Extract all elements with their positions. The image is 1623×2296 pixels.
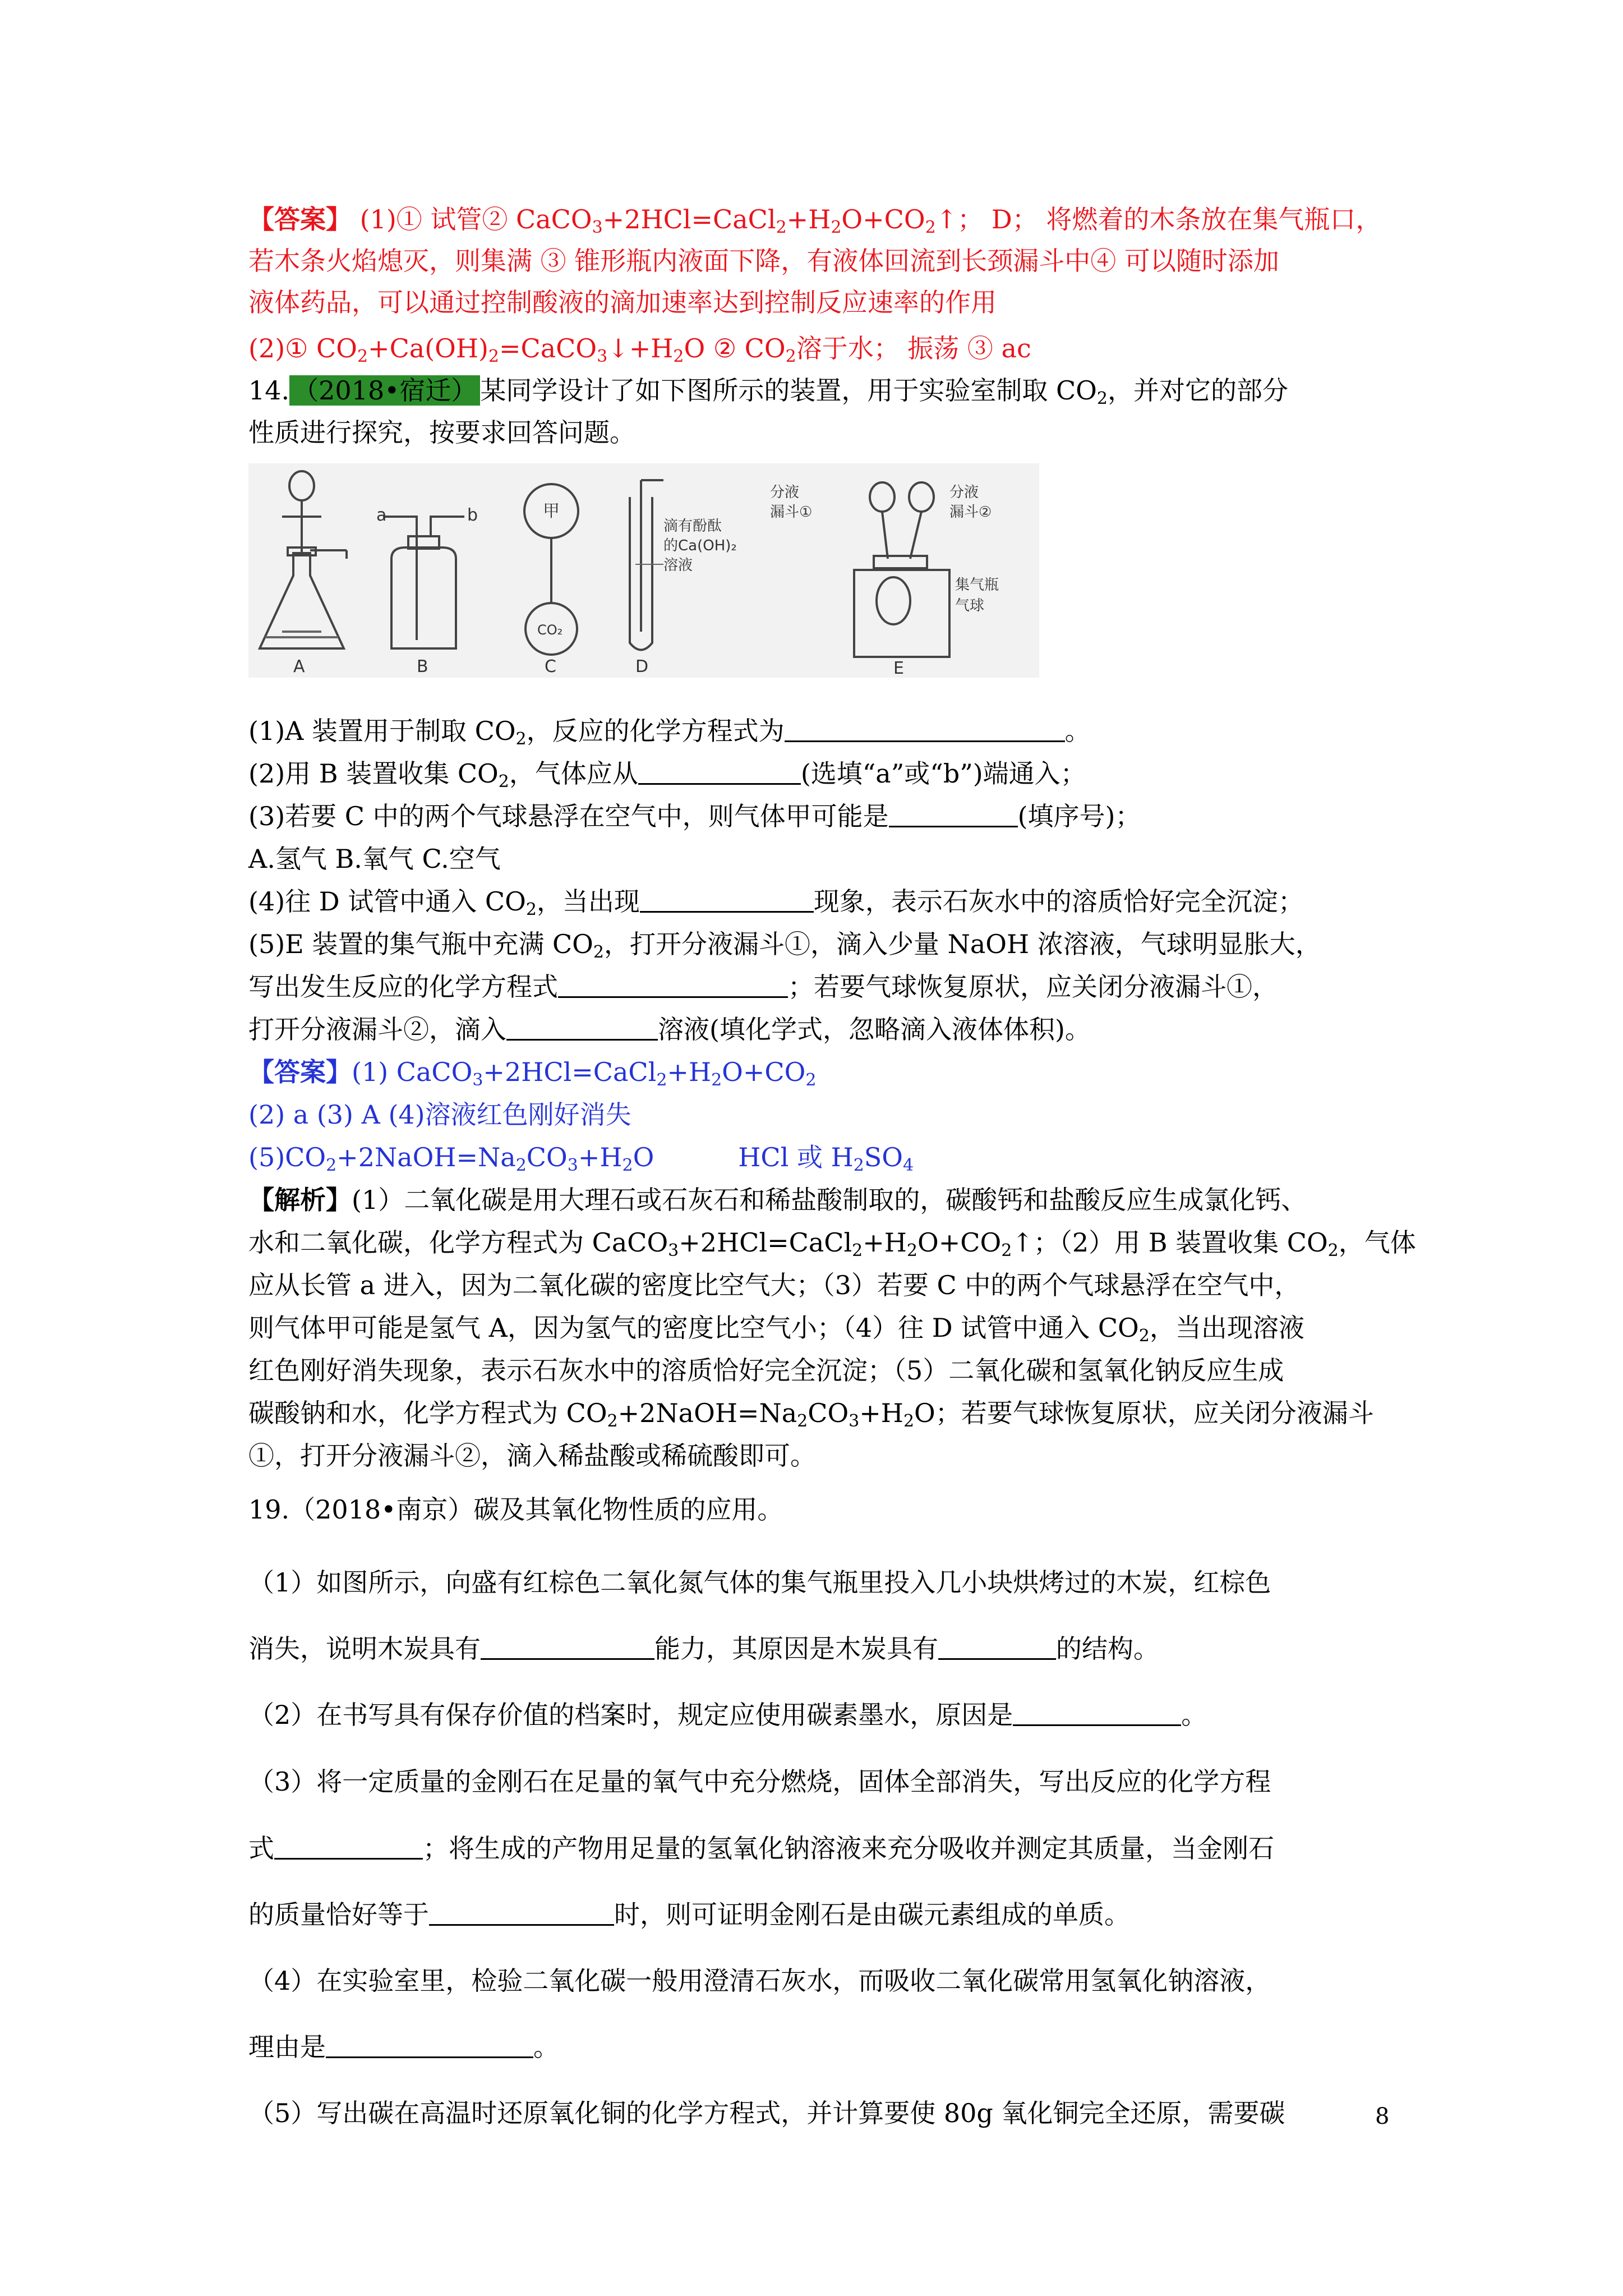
text-segment: (3)若要 C 中的两个气球悬浮在空气中，则气体甲可能是 <box>248 801 889 831</box>
q19-part4-line2 <box>248 2030 559 2064</box>
text-segment: ，反应的化学方程式为 <box>526 716 785 746</box>
subscript: 2 <box>1001 1241 1012 1260</box>
answer-blank[interactable] <box>274 1832 423 1860</box>
q14-part3-options: A.氢气 B.氧气 C.空气 <box>248 844 501 874</box>
text-segment: O+CO <box>917 1227 1002 1258</box>
text-segment: +2NaOH=Na <box>336 1142 516 1172</box>
answer13-line2: 若木条火焰熄灭，则集满 ③ 锥形瓶内液面下降，有液体回流到长颈漏斗中④ 可以随时添加 <box>248 246 1279 276</box>
answer13-line3: 液体药品，可以通过控制酸液的滴加速率达到控制反应速率的作用 <box>248 287 997 318</box>
q14-part5-line3 <box>248 1012 1091 1047</box>
subscript: 2 <box>831 218 842 237</box>
fig-e-funnel1b: 漏斗① <box>770 504 813 521</box>
answer-label: 【答案】 <box>248 204 352 234</box>
text-segment: ↑；（2）用 B 装置收集 CO <box>1012 1227 1328 1258</box>
text-segment: 的结构。 <box>1056 1634 1159 1664</box>
subscript: 2 <box>593 942 604 962</box>
answer-blank[interactable] <box>1013 1699 1181 1726</box>
page-number: 8 <box>1375 2104 1390 2129</box>
text-segment: (5)CO <box>248 1142 326 1172</box>
text-segment: 的质量恰好等于 <box>248 1899 429 1930</box>
q19-part1-line2 <box>248 1631 1159 1666</box>
text-segment: 。 <box>1064 716 1091 746</box>
subscript: 2 <box>488 347 500 366</box>
answer-blank[interactable] <box>326 2031 533 2058</box>
text-segment: +H <box>578 1142 623 1172</box>
analysis14-line5: 红色刚好消失现象，表示石灰水中的溶质恰好完全沉淀；（5）二氧化碳和氢氧化钠反应生成 <box>248 1355 1284 1386</box>
fig-label-co2: CO₂ <box>537 622 563 638</box>
text-segment: +2HCl=CaCl <box>483 1057 657 1087</box>
fig-e-funnel1a: 分液 <box>770 484 800 501</box>
subscript: 4 <box>903 1156 914 1175</box>
source-tag: （2018•宿迁） <box>289 375 480 406</box>
text-segment: O <box>633 1142 654 1172</box>
fig-e-balloon: 气球 <box>955 597 985 614</box>
text-segment: (4)往 D 试管中通入 CO <box>248 886 526 917</box>
text-segment: 溶液(填化学式，忽略滴入液体体积)。 <box>658 1014 1091 1045</box>
subscript: 2 <box>525 900 537 919</box>
analysis14-line1 <box>248 1182 1307 1217</box>
text-segment: ；若要气球恢复原状，应关闭分液漏斗①， <box>788 972 1278 1002</box>
text-segment: (选填“a”或“b”)端通入； <box>800 758 1086 789</box>
q19-part5: （5）写出碳在高温时还原氧化铜的化学方程式，并计算要使 80g 氧化铜完全还原，需要碳 <box>248 2098 1285 2128</box>
q14-part5 <box>248 927 1321 961</box>
fig-label-jia: 甲 <box>543 501 560 521</box>
subscript: 2 <box>853 1156 864 1175</box>
q19-part1: （1）如图所示，向盛有红棕色二氧化氮气体的集气瓶里投入几小块烘烤过的木炭，红棕色 <box>248 1567 1271 1598</box>
text-segment: 式 <box>248 1833 274 1864</box>
q19-part3-line2 <box>248 1831 1274 1866</box>
text-segment: (2)① CO <box>248 333 357 364</box>
q19-part2 <box>248 1697 1207 1732</box>
fig-d-label1: 滴有酚酞 <box>663 518 722 535</box>
subscript: 2 <box>925 218 936 237</box>
answer13-line1 <box>248 202 1381 237</box>
text-segment: (填序号)； <box>1017 801 1141 831</box>
subscript: 2 <box>622 1156 633 1175</box>
subscript: 2 <box>656 1070 667 1090</box>
text-segment: SO <box>864 1142 903 1172</box>
subscript: 3 <box>567 1156 578 1175</box>
q14-part1 <box>248 714 1091 748</box>
q14-line2: 性质进行探究，按要求回答问题。 <box>248 417 635 448</box>
answer14-line1 <box>248 1055 816 1089</box>
text-segment: ；将生成的产物用足量的氢氧化钠溶液来充分吸收并测定其质量，当金刚石 <box>423 1833 1274 1864</box>
subscript: 2 <box>711 1070 722 1090</box>
text-segment: +H <box>859 1398 903 1428</box>
subscript: 3 <box>668 1241 679 1260</box>
q19-title: 19.（2018•南京）碳及其氧化物性质的应用。 <box>248 1494 783 1525</box>
fig-e-bottle: 集气瓶 <box>955 577 999 593</box>
text-segment: =CaCO <box>499 333 597 364</box>
q14-part5-line2 <box>248 969 1278 1004</box>
text-segment: O ② CO <box>684 333 786 364</box>
subscript: 2 <box>515 1156 527 1175</box>
subscript: 2 <box>498 772 509 792</box>
fig-label-d: D <box>635 657 649 677</box>
analysis14-line6 <box>248 1396 1374 1430</box>
text-segment: (1) CaCO <box>352 1057 473 1087</box>
text-segment: +Ca(OH) <box>368 333 488 364</box>
text-segment: 写出发生反应的化学方程式 <box>248 972 558 1002</box>
q19-part3: （3）将一定质量的金刚石在足量的氧气中充分燃烧，固体全部消失，写出反应的化学方程 <box>248 1766 1271 1797</box>
text-segment: ↓+H <box>607 333 674 364</box>
subscript: 2 <box>776 218 787 237</box>
fig-d-label2: 的Ca(OH)₂ <box>663 537 737 554</box>
q14-part3 <box>248 799 1141 834</box>
answer14-line3 <box>248 1140 914 1175</box>
subscript: 2 <box>673 347 684 366</box>
text-segment: 碳酸钠和水，化学方程式为 CO <box>248 1398 607 1428</box>
answer-blank[interactable] <box>640 885 814 913</box>
text-segment: 水和二氧化碳，化学方程式为 CaCO <box>248 1227 668 1258</box>
subscript: 3 <box>592 218 603 237</box>
subscript: 2 <box>805 1070 817 1090</box>
text-segment: 现象，表示石灰水中的溶质恰好完全沉淀； <box>813 886 1304 917</box>
fig-e-funnel2b: 漏斗② <box>949 504 992 521</box>
text-segment: ，当出现溶液 <box>1149 1313 1304 1343</box>
text-segment: 消失，说明木炭具有 <box>248 1634 481 1664</box>
subscript: 2 <box>906 1241 918 1260</box>
fig-d-label3: 溶液 <box>663 557 693 574</box>
text-segment: ，气体应从 <box>509 758 638 789</box>
text-segment: (1)① 试管② CaCO <box>359 204 592 234</box>
fig-label-e: E <box>893 659 904 678</box>
text-segment: HCl 或 H <box>738 1142 854 1172</box>
text-segment: 。 <box>1181 1700 1207 1730</box>
subscript: 2 <box>852 1241 863 1260</box>
analysis14-line4 <box>248 1310 1304 1345</box>
text-segment: ，当出现 <box>536 886 640 917</box>
text-segment: 某同学设计了如下图所示的装置，用于实验室制取 CO <box>480 375 1097 406</box>
q14-part4 <box>248 884 1304 919</box>
subscript: 2 <box>1138 1326 1150 1346</box>
apparatus-figure <box>248 463 1039 678</box>
text-segment: O+CO <box>722 1057 806 1087</box>
text-segment: (2)用 B 装置收集 CO <box>248 758 499 789</box>
text-segment: （2）在书写具有保存价值的档案时，规定应使用碳素墨水，原因是 <box>248 1700 1013 1730</box>
analysis14-line7: ①，打开分液漏斗②，滴入稀盐酸或稀硫酸即可。 <box>248 1441 816 1471</box>
question-number: 14. <box>248 375 290 406</box>
q19-part3-line3 <box>248 1897 1130 1932</box>
text-segment: +2HCl=CaCl <box>679 1227 852 1258</box>
answer-blank[interactable] <box>638 757 801 785</box>
text-segment: ，并对它的部分 <box>1107 375 1288 406</box>
q14-line1 <box>248 373 1288 408</box>
answer-blank[interactable] <box>429 1898 614 1926</box>
answer-blank[interactable] <box>889 800 1018 827</box>
subscript: 2 <box>1096 389 1108 408</box>
subscript: 2 <box>785 347 796 366</box>
q14-part2 <box>248 756 1086 791</box>
text-segment: +H <box>786 204 831 234</box>
text-segment: 时，则可证明金刚石是由碳元素组成的单质。 <box>614 1899 1130 1930</box>
text-segment: +2NaOH=Na <box>617 1398 797 1428</box>
text-segment: 打开分液漏斗②，滴入 <box>248 1014 506 1045</box>
text-segment: O+CO <box>841 204 925 234</box>
text-segment: 。 <box>533 2032 559 2062</box>
q19-part4: （4）在实验室里，检验二氧化碳一般用澄清石灰水，而吸收二氧化碳常用氢氧化钠溶液， <box>248 1966 1271 1996</box>
subscript: 2 <box>357 347 368 366</box>
subscript: 3 <box>597 347 608 366</box>
text-segment: CO <box>526 1142 568 1172</box>
text-segment: ，气体 <box>1338 1227 1416 1258</box>
answer-label: 【答案】 <box>248 1057 352 1087</box>
text-segment: +H <box>667 1057 712 1087</box>
answer-blank[interactable] <box>558 970 788 998</box>
analysis14-line3: 应从长管 a 进入，因为二氧化碳的密度比空气大；（3）若要 C 中的两个气球悬浮在空气中， <box>248 1270 1301 1300</box>
text-segment: 能力，其原因是木炭具有 <box>654 1634 938 1664</box>
text-segment: 理由是 <box>248 2032 326 2062</box>
text-segment: (1)A 装置用于制取 CO <box>248 716 516 746</box>
fig-label-b-port: b <box>467 505 478 525</box>
fig-label-a: A <box>293 657 305 677</box>
analysis14-line2 <box>248 1225 1416 1260</box>
text-segment: (1）二氧化碳是用大理石或石灰石和稀盐酸制取的，碳酸钙和盐酸反应生成氯化钙、 <box>352 1185 1307 1215</box>
fig-label-c: C <box>545 657 556 677</box>
subscript: 2 <box>326 1156 337 1175</box>
text-segment: +2HCl=CaCl <box>602 204 776 234</box>
fig-e-funnel2a: 分液 <box>949 484 979 501</box>
answer-blank[interactable] <box>785 715 1065 742</box>
text-segment: ↑； D； 将燃着的木条放在集气瓶口， <box>935 204 1382 234</box>
text-segment: 溶于水； 振荡 ③ ac <box>796 333 1031 364</box>
answer-blank[interactable] <box>481 1632 654 1660</box>
subscript: 2 <box>607 1411 618 1431</box>
subscript: 2 <box>1327 1241 1339 1260</box>
text-segment: CO <box>808 1398 849 1428</box>
text-segment: (5)E 装置的集气瓶中充满 CO <box>248 929 593 959</box>
answer-blank[interactable] <box>506 1013 658 1041</box>
analysis-label: 【解析】 <box>248 1185 352 1215</box>
answer-blank[interactable] <box>938 1632 1056 1660</box>
answer14-line2: (2) a (3) A (4)溶液红色刚好消失 <box>248 1099 631 1130</box>
subscript: 2 <box>797 1411 808 1431</box>
fig-label-a-port: a <box>376 505 387 525</box>
subscript: 2 <box>515 729 527 749</box>
subscript: 2 <box>903 1411 915 1431</box>
answer13-line4 <box>248 331 1031 366</box>
subscript: 3 <box>849 1411 860 1431</box>
text-segment: +H <box>863 1227 907 1258</box>
subscript: 3 <box>472 1070 483 1090</box>
fig-label-b: B <box>417 657 428 677</box>
text-segment: O；若要气球恢复原状，应关闭分液漏斗 <box>914 1398 1374 1428</box>
text-segment: ，打开分液漏斗①，滴入少量 NaOH 浓溶液，气球明显胀大， <box>603 929 1321 959</box>
text-segment: 则气体甲可能是氢气 A，因为氢气的密度比空气小；（4）往 D 试管中通入 CO <box>248 1313 1139 1343</box>
